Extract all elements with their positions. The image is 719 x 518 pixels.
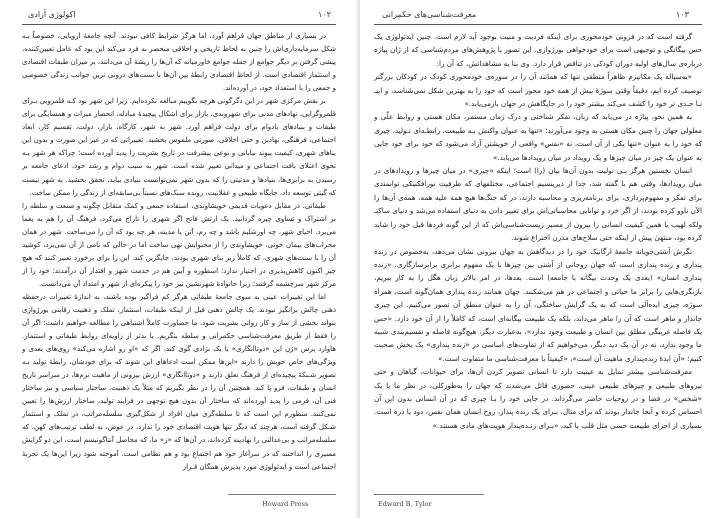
left-page-footer: Howard Press	[262, 500, 309, 508]
paragraph: نگرش آشتی‌جویانه جامعهٔ ارگانیک خود را در دیدگاهش به جهان بیرونی نشان می‌دهد، به‌خصوص در زنده پنداری و زنده پنداری است که جهان روحانی از آشتی بین چیزها با یک مفهوم برابری برابرسازگاری، «زنده پنداری انسان» (بعدی یک وحدت بیگانه با جامعه) است. بعدها، در امر بالاتر زبان هگل را به کار ببریم، بازنگری‌هایی را برابر ما حیاتی و اجتماعی در هم می‌شکنند. جهان همانند زنده پنداری همان‌گونه است، همراه سوژه، چیزی ایده‌آلی است که به یک گرایش ساختگی، آن را به عنوان منطق آن تصور می‌کنیم. این چیزی جاندار و ماهر است که آن را ماهر می‌داند، بلکه یک طبیعت بیگانه‌ای است، که کاملاً را از آن خود دارد. «حس یک فاصله غریبگی مطلق بین انسان و طبیعت وجود ندارد»، به‌عبارت دیگر، هیچ‌گونه فاصله و تقسیم‌بندی شبیه ما وجود ندارد، نه در آن یک دید دیگر، می‌خواهیم که از تفاوت‌های اساسی در «زنده پنداری» یک بخش صحبت کنیم؛ «آن ایدهٔ زنده‌پنداری ماهیت آن است»، «کیفیتاً با معرفت‌شناسی ما متفاوت است.»	[374, 246, 702, 363]
right-page-footer: Edward B. Tylor	[378, 500, 432, 508]
left-footer-rule	[228, 494, 336, 495]
left-page-number: ۱۰۲	[318, 10, 331, 19]
paragraph: انسان نخستین هرگز بـی تولیت بدون آن‌ها بیان (را) است؛ اینکه «چیزی» در میان چیزها و رویدادهای در میان رویدادها، وقتی هم با گفته شد، جدا از دیرینسیم اجتماعی، مختلفهای که ظرفیت نورافکنیکی توانمندی برای تفکر و مفهوم‌پردازی، برای برنامه‌ریزی و محاسبه دارند، در که جنگ‌ها هیچ همه علیه همه، همه‌ی آن‌ها را الآن ناوو کرده بودند، از اگر خرد و توانایی محاسباتی‌اش برای تغییر دادن به دنیای استفاده می‌شد و دنیای ساکتـ ولکه لهیب یا همین کیفیت انسانی را بیرون از مسیر زیست‌شناسی‌اش که از این گونه فردها قبل خود را شاید کرده بود، منتهیٰ پیش از اینکه حتی سلاح‌های مدرن اختراع شوند.	[374, 166, 702, 243]
paragraph: «به‌سیاله یک مکانیزم ظاهراً منطقی تنها که همانند آن را در سوره‌ی خودمحوری کودک در کودکان بزرگتر توصیف کرده ایم، دقیقاً وقتی سوژهٔ بیش از همه خود محور است که خود را به بهترین شکل نمی‌شناسد، و اینـ تـا جـدی تر خود را کشف می‌کند بیشتر خود را در جایگاهش در جهان بازمی‌یابد.»	[374, 72, 702, 109]
paragraph: طبقاتی، در مقابل دعویات قدیمی خویشاوندی، استفاده جمعی و کمک متقابل چگونه و صنعت و سلطه را بر اشتراک و تساوی چیره گردانید. یک ارتش فاتح اگر شهری را تاراج می‌کرد، فرهنگ آن را هم به یغما می‌برد. احیای شهر، چه اورشلیم باشد و چه رم، آتن یا مدینه، هر چه بود که آن را می‌ساخت. شهر در همان محراب‌های پیمان خونی، خویشاوندی را از محتوایش تهی ساخت اما در حالی که نامی از آن نمی‌برد، کوشید آن را با سنت‌های شهری، که کاملاً زیر بنای شهری بودند، جایگزین کند. این را برای برخورد تعبیر کنند که هیچ چیز اکنون کاهش‌پذیری در اختیار ندارد؛ اسطوره و آیین هم در خدمت شهر و اقتدار آن درآمدند؛ خود را از مرکز شهر سرچشمه گرفتند؛ زیرا خانوادهٔ شهرنشین نیز خود را پیکره‌ای از شهر و امتداد آن می‌دانست.	[22, 201, 336, 288]
left-running-title: اکولوژی آزادی	[28, 10, 76, 19]
paragraph: بر نقش مرکزی شهر در این دگرگونی هرچه بگوییم مبالغه نکرده‌ایم. زیرا این شهر بود کـه قلمرویی بـرای قلمروگرایی، نهادهای مدنی برای شهروندی، بازار برای اشکال پیچیدهٔ مبادله، انحصار میراث و همسایگی برای طبقات و بنیادهای بادوام برای دولت فراهم آورد. شهر به شهر، کارگاه، بازار، دولت، تقسیم کار، ابعاد اجتماعی، فرهنگی، نهادین و حتی اخلاقی، صورتی ملموس بخشید. تغییراتی که در غیر این صورت و بدون این بناهای شهری، کیفیت پیوند بیابانی و نوعی پیشرفت در تاریخ بشریت را پدید آورده است؛ چراکه هر شهر بـه نحوی اعتلای بافت اجتماعی و میدانی تعبیر شده است. شهر به سبب دوام و رشد خود، ادعای جامعه بر رسیدن به برابری‌ها، بنیادها و مدنیتی را که بدون شهر نمی‌توانست بنیادی بیابد، تحقق بخشید. به شهر نیست که گیتی توسعه داد، جایگاه طبیعی و عقلانیت، روند‌ه سبک‌های نسبتاً بی‌سابقه‌ای از زندگی را ممکن ساخت.	[22, 97, 336, 197]
right-footer-rule	[374, 494, 484, 495]
left-header-rule	[22, 24, 336, 25]
right-header-rule	[374, 24, 702, 25]
paragraph: اما این تغییرات عینی به سوی جامعهٔ طبقاتی هرگز کم فراگیر بوده باشند، به اندازهٔ تغییرات درحفظه ذهنی چالش برانگیز نبودند. یک چالش ذهنی قبل از اینکه طبقات، استثمار، تملک و ذهنیت رقابتی بورژوازی بتواند بخشی از ساز و کار روانی بشریت شود، ما حضاورت کاملاً اشتباهی را مطالعه خواهیم داشت؛ اگر آن را فقط از طریق معرفت‌شناسی حکمرانی و سلطه بنگریم. یا بدتر از زاویه‌ای روابط طبقاتی و استثمار. هاوارد پرس «ژن این «دوتاانگاری» یا یک نژادی گوی کند، اگر که «او رو اشاره می‌کند» روی‌های بعدی و ویژگی‌های خاص خویش را دارند «این‌ها ممکن است ادعاهای این شوند که برای خودشان، رابطهٔ تولید بـه تصویر شـبکهٔ پیچیده‌ای از فرهنگ تعلق دارند و «دوتاانگاری» ارزش بیرونی از ماهیت نرم‌ها، در سراسر تاریخ انسان و طبقات، فرو پا کند. همچنین آن را در نظر بگیریم که مثلاً یک ذهنیت، ساختار سیاسی و نیز ساختار فنی آن، فرمی را پدید آورده‌اند که ساختار آن بدون هیچ توجهی در فرایند تولید، ساختار ارزش‌ها را تعیین نمی‌کنند. منظورم این است که تا سلطه‌گری میان افراد از شکل‌گیری سلسله‌مراتب، در تملک و استثمار شـکل گرفته است، هرچند که دیگر تنها هویت اقتصادی خود را ندارد، در عوض، به لطف ترتیب‌های کهن، که سلسله‌مراتب و بی‌عدالتی را نهادینه کرده‌اند، در آن‌ها که «ز» ما، که محاصل آنتاگونیسم است، این دو گرایش مسیری را انداختند که در سرآغاز خود هم اجتماع بود و هم نظامی است. آموخته شود زیرا این‌ها یک تجربهٔ اجتماعی است و ایدئولوژی مورد پذیرش همگان قـرار	[22, 292, 336, 471]
paragraph: به همین نحو، پیاژه در می‌یابد که زبان، تفکر شناختی و درک زمان مستمر، مکان هستی و روابط علّی و معلولی جهان را چنین مکان هستی به وجود می‌آورند؛ «تنها به عنوان واکنش بـه طبیعت، رابطـه‌ای تـولید، چیزی که خود را به عنوان «تنها یکی از آن است، نه «نفس» واقعی از خویشتن آزاد می‌شود که خود برای خود جایی به عنوان یک چیز در میان چیزها و یک رویداد در میان رویدادها می‌یابد.»	[374, 112, 702, 162]
paragraph: گرفته است که در فزونی خودمحوری برای اینکه فردیت و منیت بوجود آید لازم است. چنین ایدئولوژی یک حس بیگانگی و توجیهی است برای خودخواهی بورژوازی. این تصور با پژوهش‌های مردم‌شناسی که از ژان پیاژه درباره‌ی سال‌های اولیه دوران کودکی در تناقض قرار دارد. وی بنا به مشاهداتش، که آن را:	[374, 32, 702, 68]
paragraph: معرفت‌شناسی بیشتر تمایل به عینیت دارد تا انسانی تصویر کردن آن‌ها، برای حیوانات، گیاهان و حتی نیروهای طبیعی و چیزهای طبیعی عینی، حضوری قائل می‌شدند که جهان را به‌طورکلی، در نظر ما با یک «شخص» در فضا و در روحیات حاضر می‌گرداند. در جایی خود را بـا چیزی که در آن انسانی بدون این آن احساس کرده و آنجا جاندار بودند که برای مثال، بـرای یک زنده پندار، روح انسان همان نفس، دود یا ذره است. بسیاری از اجزای طبیعت حسی مثل قلب یا کبد، «بـرای زنـده‌پندار هویت‌های مادی هستند.»	[374, 367, 702, 430]
right-page	[360, 0, 719, 518]
left-page-body	[22, 30, 336, 474]
right-page-number: ۱۰۳	[676, 10, 689, 19]
right-page-body	[374, 30, 702, 432]
paragraph: در بسیاری از مناطق جهان فراهم آورد، اما هرگز شرایط کافی نبودند. آنچه جامعهٔ اروپایی، خصوصاً بـه شکل سرمایه‌داری‌اش را چنین به لحاظ تاریخی و اخلاقی منحصر به فرد می‌کند این بود که عامل تعیین‌کننده، پیشی گرفتن بر دیگر جوامع از جمله جوامع خاورمیانه که آن‌ها را ریشهٔ آن می‌دانند، بر میزان طبقات اقتصادی و استثمار اقتصادی است. از لحاظ اقتصادی رابطهٔ بین آن‌ها با سنت‌های درونی ترین جوانب زندگی خصوصی و جمعی را با استعداد خود، در آورده‌اند.	[22, 32, 336, 93]
right-running-title: معرفت‌شناسی‌های حکمرانی	[382, 10, 477, 19]
